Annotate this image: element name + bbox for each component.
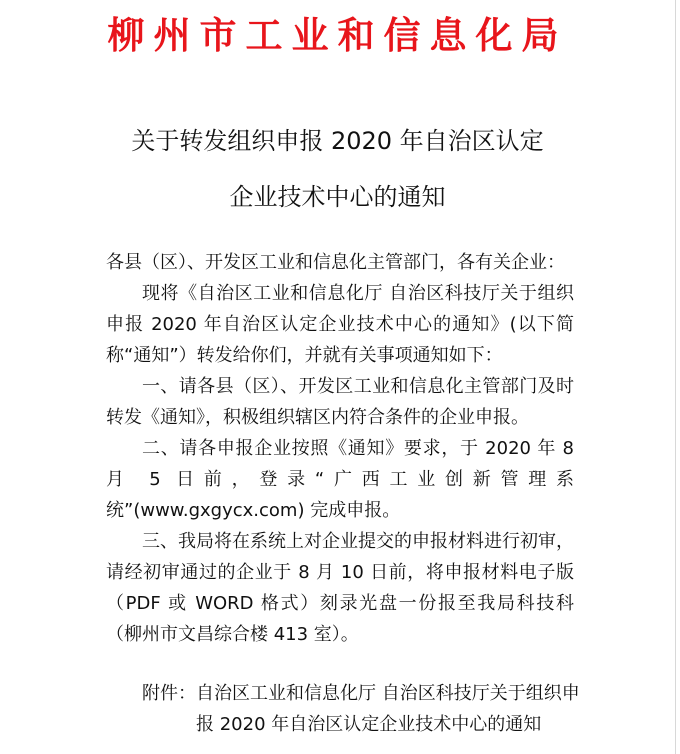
notice-title-line-2: 企业技术中心的通知 (229, 183, 446, 211)
body-paragraph-item-1: 一、请各县（区）、开发区工业和信息化主管部门及时转发《通知》，积极组织辖区内符合条件的企业申报。 (106, 376, 574, 428)
attachment-section (142, 678, 582, 740)
salutation: 各县（区）、开发区工业和信息化主管部门，各有关企业： (106, 252, 565, 273)
notice-title-line-1: 关于转发组织申报 2020 年自治区认定 (131, 127, 544, 155)
attachment-label: 附件： (142, 683, 196, 704)
notice-title (0, 113, 675, 225)
body-paragraph-item-2: 二、请各申报企业按照《通知》要求，于 2020 年 8 月 5 日前，登录“广西工业创新管理系统”(www.gxgycx.com) 完成申报。 (106, 438, 574, 521)
notice-body (106, 247, 574, 650)
body-paragraph-item-3: 三、我局将在系统上对企业提交的申报材料进行初审，请经初审通过的企业于 8 月 10 日前，将申报材料电子版（PDF 或 WORD 格式）刻录光盘一份报至我局科技科（柳州市文昌综合楼 413 室）。 (106, 531, 574, 645)
body-paragraph-intro: 现将《自治区工业和信息化厅 自治区科技厅关于组织申报 2020 年自治区认定企业技术中心的通知》(以下简称“通知”）转发给你们，并就有关事项通知如下： (106, 283, 574, 366)
letterhead-org-name: 柳州市工业和信息化局 (107, 14, 568, 57)
attachment-title: 自治区工业和信息化厅 自治区科技厅关于组织申报 2020 年自治区认定企业技术中心的通知 (196, 683, 580, 735)
